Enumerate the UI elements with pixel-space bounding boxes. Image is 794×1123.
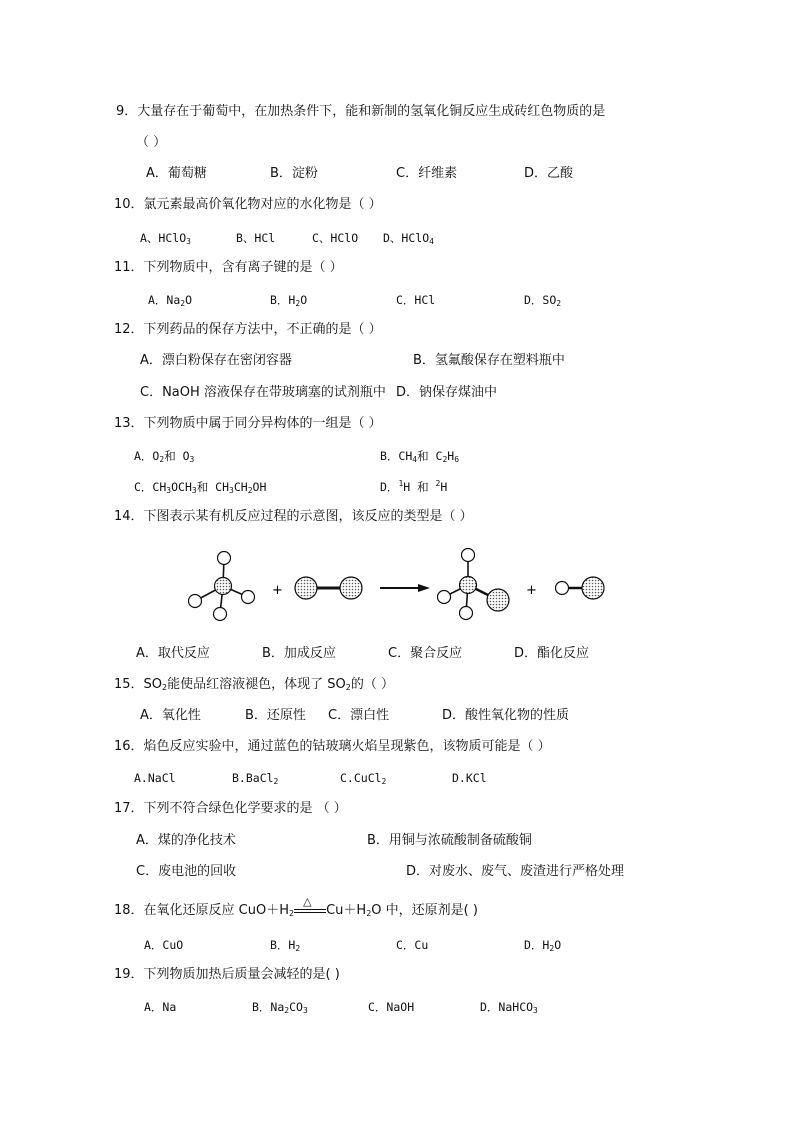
heat-equal-sign-icon: △ [294, 904, 326, 918]
q11-stem: 11．下列物质中，含有离子键的是（ ） [114, 260, 343, 275]
q15-option-b: B．还原性 [245, 708, 306, 723]
q12-option-c: C．NaOH 溶液保存在带玻璃塞的试剂瓶中 [140, 385, 386, 400]
methane-molecule [189, 552, 255, 621]
q9-option-c: C．纤维素 [396, 166, 458, 181]
q12-stem: 12．下列药品的保存方法中，不正确的是（ ） [114, 322, 382, 337]
plus-sign-2: + [526, 583, 537, 598]
q19-option-d: D．NaHCO$_3$ [480, 1000, 538, 1015]
q14-option-d: D．酯化反应 [514, 646, 590, 661]
q14-option-a: A．取代反应 [136, 646, 210, 661]
q13-option-b: B．$CH_4$和 $C_2H_6$ [380, 449, 460, 464]
substituted-molecule [438, 549, 510, 620]
q19-option-b: B．$Na_2CO_3$ [252, 1000, 308, 1015]
hydrogen-halide-molecule [556, 577, 605, 599]
q19-option-c: C．NaOH [368, 1000, 415, 1014]
q12-option-a: A．漂白粉保存在密闭容器 [140, 353, 292, 368]
q10-option-d: D、HClO$_4$ [383, 231, 434, 246]
q15-option-c: C．漂白性 [328, 708, 390, 723]
q13-option-c: C．$CH_3OCH_3$和 $CH_3CH_2OH$ [134, 480, 267, 495]
q9-option-b: B．淀粉 [270, 166, 318, 181]
q9-option-d: D．乙酸 [524, 166, 574, 181]
q10-option-a: A、HClO$_3$ [140, 231, 191, 246]
diatomic-molecule [295, 577, 362, 599]
q11-option-a: A．$Na_2O$ [148, 293, 193, 308]
q18-option-d: D．$H_2O$ [524, 938, 562, 953]
q12-option-d: D．钠保存煤油中 [396, 385, 498, 400]
q17-option-d: D．对废水、废气、废渣进行严格处理 [406, 864, 625, 879]
q14-option-b: B．加成反应 [262, 646, 336, 661]
q13-option-a: A．$O_2$和 $O_3$ [134, 449, 195, 464]
plus-sign-1: + [272, 583, 283, 598]
q17-option-b: B．用铜与浓硫酸制备硫酸铜 [367, 833, 532, 848]
q17-stem: 17．下列不符合绿色化学要求的是 （ ） [114, 801, 347, 816]
q14-option-c: C．聚合反应 [388, 646, 463, 661]
q11-option-c: C．HCl [396, 293, 436, 307]
q16-option-a: A.NaCl [134, 771, 176, 785]
q10-option-b: B、HCl [236, 231, 276, 245]
q18-option-c: C．Cu [396, 938, 429, 952]
q10-stem: 10．氯元素最高价氧化物对应的水化物是（ ） [114, 197, 382, 212]
q14-stem: 14．下图表示某有机反应过程的示意图，该反应的类型是（ ） [114, 509, 473, 524]
q9-paren: （ ） [136, 135, 167, 150]
q11-option-d: D．$SO_2$ [524, 293, 562, 308]
q16-option-b: B.BaCl$_2$ [232, 771, 279, 786]
q12-option-b: B．氢氟酸保存在塑料瓶中 [413, 353, 565, 368]
q18-option-b: B．$H_2$ [270, 938, 301, 953]
q9-option-a: A．葡萄糖 [146, 166, 207, 181]
q17-option-c: C．废电池的回收 [136, 864, 237, 879]
q15-stem: 15．$SO_2$能使品红溶液褪色，体现了 $SO_2$的（ ） [114, 677, 394, 692]
q11-option-b: B．$H_2O$ [270, 293, 308, 308]
q15-option-a: A．氧化性 [140, 708, 201, 723]
q16-option-c: C.CuCl$_2$ [340, 771, 387, 786]
reaction-diagram [180, 543, 620, 632]
q17-option-a: A．煤的净化技术 [136, 833, 236, 848]
q18-stem: 18．在氧化还原反应 $CuO+H_2$ △ $Cu+H_2O$ 中，还原剂是( ) [114, 894, 478, 918]
q19-stem: 19．下列物质加热后质量会减轻的是( ) [114, 967, 340, 982]
q16-stem: 16．焰色反应实验中，通过蓝色的钴玻璃火焰呈现紫色，该物质可能是（ ） [114, 739, 551, 754]
reaction-arrow-icon [380, 584, 430, 592]
q13-option-d: D．$^1$H 和 $^2$H [380, 479, 448, 494]
q9-stem: 9．大量存在于葡萄中，在加热条件下，能和新制的氢氧化铜反应生成砖红色物质的是 [116, 104, 606, 119]
q15-option-d: D．酸性氧化物的性质 [442, 708, 570, 723]
q18-option-a: A．CuO [144, 938, 184, 952]
q19-option-a: A．Na [144, 1000, 177, 1014]
q13-stem: 13．下列物质中属于同分异构体的一组是（ ） [114, 416, 382, 431]
q10-option-c: C、HClO [312, 231, 359, 245]
q16-option-d: D.KCl [452, 771, 487, 785]
